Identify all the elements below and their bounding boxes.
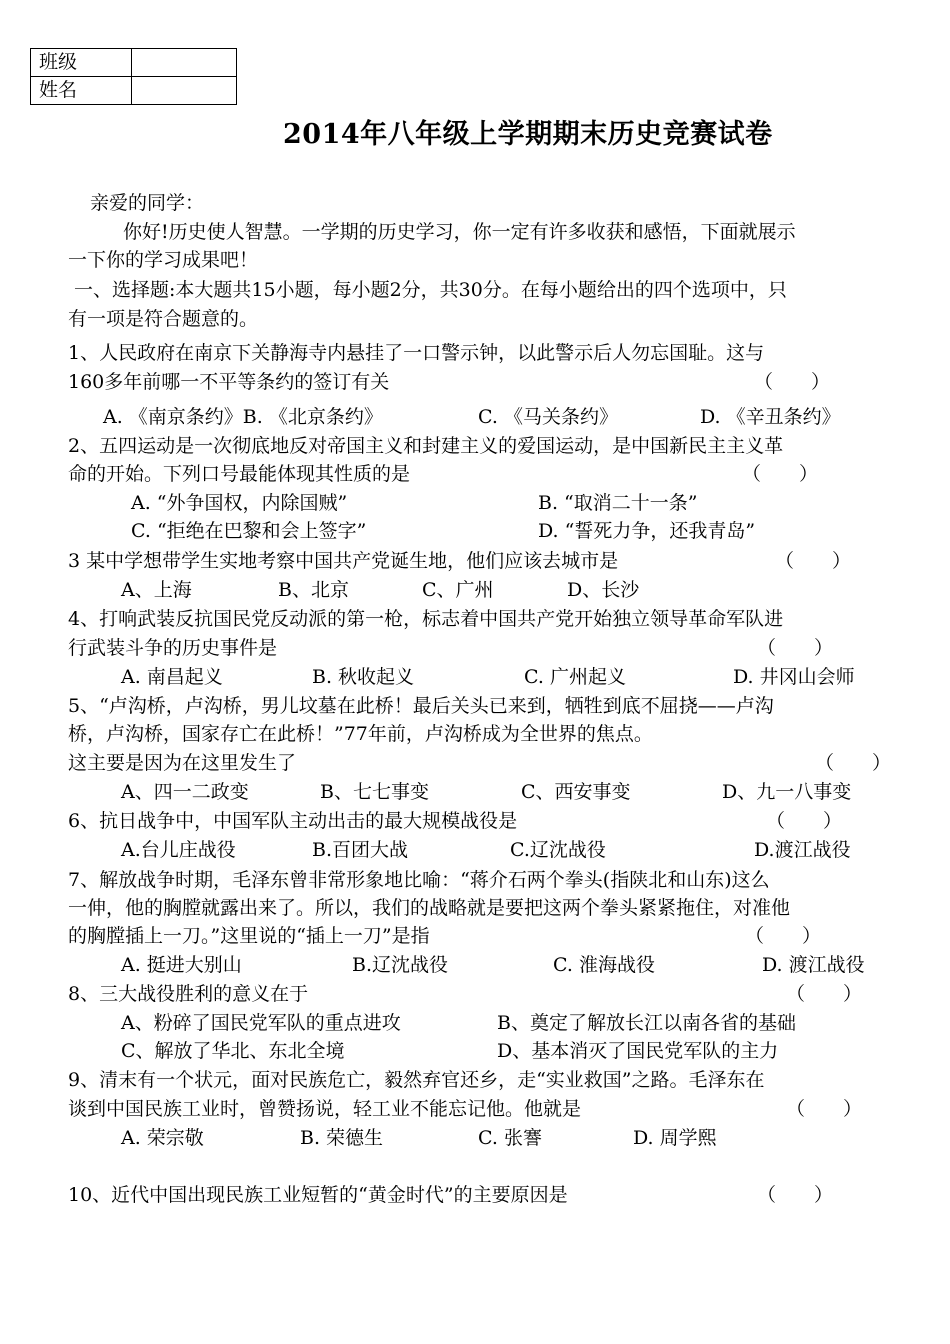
exam-title: 2014年八年级上学期期末历史竞赛试卷 (283, 119, 773, 150)
name-field[interactable] (132, 77, 237, 105)
answer-blank[interactable]: （ ） (766, 810, 843, 832)
option-c[interactable]: C. 《马关条约》 (478, 406, 618, 428)
student-info-table (30, 48, 237, 105)
option-b[interactable]: B. “取消二十一条” (538, 492, 698, 514)
question-10-text: 10、近代中国出现民族工业短暂的“黄金时代”的主要原因是 (68, 1184, 568, 1206)
option-b[interactable]: B.百团大战 (312, 839, 409, 861)
option-c[interactable]: C. “拒绝在巴黎和会上签字” (131, 520, 367, 542)
option-d[interactable]: D. 渡江战役 (762, 954, 865, 976)
option-a[interactable]: A、上海 (121, 579, 192, 601)
answer-blank[interactable]: （ ） (745, 925, 822, 947)
question-2-text: 命的开始。下列口号最能体现其性质的是 (68, 463, 411, 485)
option-c[interactable]: C. 广州起义 (524, 666, 626, 688)
option-d[interactable]: D、九一八事变 (722, 781, 852, 803)
option-a-b[interactable]: A. 《南京条约》B. 《北京条约》 (103, 406, 383, 428)
answer-blank[interactable]: （ ） (786, 983, 863, 1005)
option-a[interactable]: A. 荣宗敬 (121, 1127, 204, 1149)
option-a[interactable]: A.台儿庄战役 (121, 839, 236, 861)
question-9-text: 9、清末有一个状元，面对民族危亡，毅然弃官还乡，走“实业救国”之路。毛泽东在 (68, 1069, 765, 1091)
option-b[interactable]: B.辽沈战役 (352, 954, 449, 976)
option-a[interactable]: A. “外争国权，内除国贼” (131, 492, 348, 514)
answer-blank[interactable]: （ ） (754, 371, 831, 393)
question-6-text: 6、抗日战争中，中国军队主动出击的最大规模战役是 (68, 810, 518, 832)
question-7-text: 的胸膛插上一刀。”这里说的“插上一刀”是指 (68, 925, 430, 947)
option-d[interactable]: D. 周学熙 (633, 1127, 717, 1149)
option-c[interactable]: C. 淮海战役 (553, 954, 655, 976)
question-7-text: 一伸，他的胸膛就露出来了。所以，我们的战略就是要把这两个拳头紧紧拖住，对准他 (68, 897, 791, 919)
intro-line-2: 一下你的学习成果吧！ (68, 249, 259, 271)
option-c[interactable]: C、西安事变 (521, 781, 631, 803)
question-9-text: 谈到中国民族工业时，曾赞扬说，轻工业不能忘记他。他就是 (68, 1098, 582, 1120)
option-b[interactable]: B、七七事变 (320, 781, 429, 803)
answer-blank[interactable]: （ ） (757, 637, 834, 659)
answer-blank[interactable]: （ ） (742, 463, 819, 485)
option-c[interactable]: C.辽沈战役 (510, 839, 606, 861)
option-d[interactable]: D. 《辛丑条约》 (700, 406, 841, 428)
option-d[interactable]: D. 井冈山会师 (733, 666, 855, 688)
question-2-text: 2、五四运动是一次彻底地反对帝国主义和封建主义的爱国运动，是中国新民主主义革 (68, 435, 784, 457)
option-b[interactable]: B. 荣德生 (300, 1127, 384, 1149)
answer-blank[interactable]: （ ） (757, 1184, 834, 1206)
option-c[interactable]: C. 张謇 (478, 1127, 542, 1149)
question-7-text: 7、解放战争时期，毛泽东曾非常形象地比喻：“蒋介石两个拳头(指陕北和山东)这么 (68, 869, 770, 891)
question-1-text: 1、人民政府在南京下关静海寺内悬挂了一口警示钟，以此警示后人勿忘国耻。这与 (68, 342, 765, 364)
answer-blank[interactable]: （ ） (775, 550, 852, 572)
option-c[interactable]: C、解放了华北、东北全境 (121, 1040, 345, 1062)
option-b[interactable]: B、奠定了解放长江以南各省的基础 (497, 1012, 796, 1034)
name-label: 姓名 (31, 77, 132, 105)
question-1-text: 160多年前哪一不平等条约的签订有关 (68, 371, 390, 393)
answer-blank[interactable]: （ ） (786, 1098, 863, 1120)
option-a[interactable]: A. 挺进大别山 (121, 954, 242, 976)
question-4-text: 行武装斗争的历史事件是 (68, 637, 278, 659)
option-a[interactable]: A、粉碎了国民党军队的重点进攻 (121, 1012, 401, 1034)
question-4-text: 4、打响武装反抗国民党反动派的第一枪，标志着中国共产党开始独立领导革命军队进 (68, 608, 784, 630)
answer-blank[interactable]: （ ） (815, 752, 892, 774)
question-8-text: 8、三大战役胜利的意义在于 (68, 983, 309, 1005)
option-d[interactable]: D、基本消灭了国民党军队的主力 (497, 1040, 779, 1062)
class-field[interactable] (132, 49, 237, 77)
question-5-text: 这主要是因为在这里发生了 (68, 752, 297, 774)
class-label: 班级 (31, 49, 132, 77)
option-d[interactable]: D.渡江战役 (754, 839, 851, 861)
question-5-text: 桥，卢沟桥，国家存亡在此桥！”77年前，卢沟桥成为全世界的焦点。 (68, 723, 653, 745)
section-instructions-line-2: 有一项是符合题意的。 (68, 308, 259, 330)
intro-line-1: 你好!历史使人智慧。一学期的历史学习，你一定有许多收获和感悟，下面就展示 (123, 221, 796, 243)
question-5-text: 5、“卢沟桥，卢沟桥，男儿坟墓在此桥！最后关头已来到，牺牲到底不屈挠——卢沟 (68, 695, 774, 717)
option-a[interactable]: A. 南昌起义 (121, 666, 223, 688)
greeting: 亲爱的同学： (90, 192, 205, 214)
option-b[interactable]: B、北京 (278, 579, 349, 601)
option-d[interactable]: D、长沙 (567, 579, 640, 601)
question-3-text: 3 某中学想带学生实地考察中国共产党诞生地，他们应该去城市是 (68, 550, 619, 572)
option-b[interactable]: B. 秋收起义 (312, 666, 415, 688)
option-a[interactable]: A、四一二政变 (121, 781, 249, 803)
option-d[interactable]: D. “誓死力争，还我青岛” (538, 520, 756, 542)
section-instructions-line-1: 一、选择题:本大题共15小题，每小题2分，共30分。在每小题给出的四个选项中，只 (74, 279, 787, 301)
option-c[interactable]: C、广州 (422, 579, 494, 601)
